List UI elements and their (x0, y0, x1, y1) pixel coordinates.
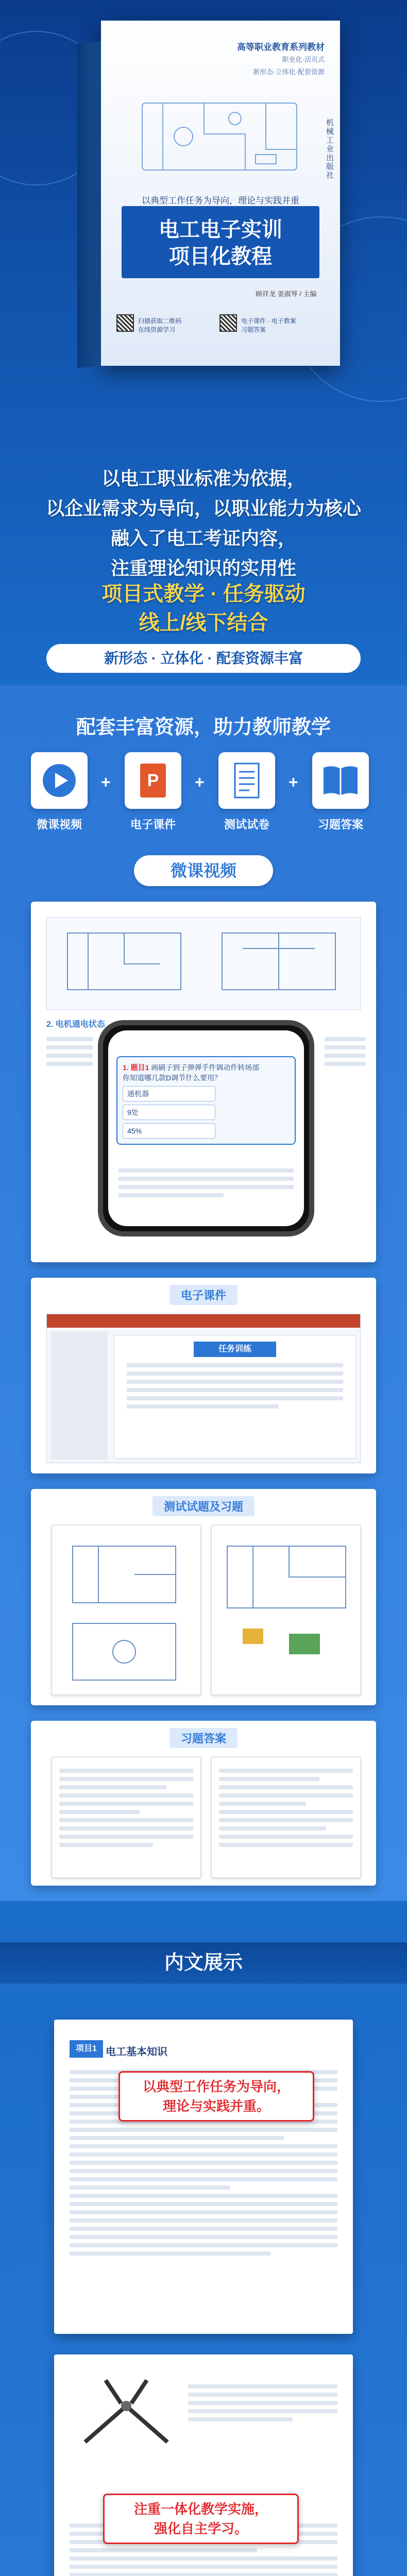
cover-publisher: 机械工业出版社 (325, 118, 334, 180)
feature-pill: 新形态 · 立体化 · 配套资源丰富 (46, 644, 361, 673)
phone-text-lines (118, 1164, 294, 1201)
ppt-window (46, 1314, 361, 1463)
feature-text: 扫描获取二维码 (138, 317, 182, 325)
resource-label: 电子课件 (130, 818, 176, 831)
book-spine (77, 41, 101, 368)
doc-text-lines (46, 1033, 93, 1070)
resource-label: 习题答案 (317, 818, 363, 831)
cover-title-box (122, 206, 319, 278)
highlight-line: 线上/线下结合 (139, 612, 268, 634)
resource-ppt (114, 752, 192, 832)
series-line: 高等职业教育系列教材 (237, 42, 325, 52)
ppt-thumbnails (51, 1332, 108, 1460)
hero-section (0, 0, 407, 685)
resource-video (21, 752, 98, 832)
test-panel (31, 1489, 376, 1705)
callout-line: 以典型工作任务为导向， (142, 2079, 290, 2094)
callout (103, 2494, 299, 2544)
doc-preview (46, 917, 361, 1010)
cover-title: 电工电子实训 (159, 218, 282, 241)
answer-text-lines (212, 1757, 360, 1858)
ppt-text-lines (114, 1363, 355, 1409)
page-task-badge: 项目1 (70, 2040, 103, 2058)
resource-icon-row (0, 752, 407, 840)
video-panel (31, 902, 376, 1262)
content-title: 内文展示 (0, 1942, 407, 1984)
cover-authors: 顾祥龙 姜淑琴 / 主编 (256, 290, 317, 298)
plus-sign: + (101, 773, 111, 791)
ppt-slide-header: 任务训练 (194, 1342, 276, 1357)
book-icon (312, 752, 369, 809)
plus-sign: + (195, 773, 205, 791)
paper-icon (218, 752, 275, 809)
plus-sign: + (289, 773, 298, 791)
question-label: 1. 题目1 (123, 1063, 149, 1072)
answer-page (52, 1757, 201, 1878)
feature-text: 电子课件 · 电子教案 (241, 317, 296, 325)
ppt-ribbon (47, 1314, 360, 1328)
callout-line: 强化自主学习。 (154, 2521, 248, 2536)
feature-text: 在线资源学习 (138, 326, 176, 333)
test-paper (52, 1525, 201, 1695)
callout (118, 2071, 314, 2122)
ppt-tag: 电子课件 (169, 1285, 238, 1305)
resource-answer (302, 752, 379, 832)
test-tag: 测试试题及习题 (152, 1496, 255, 1516)
answer-option[interactable]: 通机器 (123, 1086, 215, 1101)
book-cover (101, 21, 340, 366)
circuit-illustration (47, 918, 361, 1010)
phone-screen (108, 1030, 304, 1226)
answer-option[interactable]: 9处 (123, 1105, 215, 1120)
series-line: 新形态·立体化·配套资源 (253, 68, 325, 76)
resource-label: 微课视频 (36, 818, 82, 831)
hero-tagline (0, 464, 407, 583)
answer-panel (31, 1721, 376, 1886)
cover-subtitle: 以典型工作任务为导向，理论与实践并重 (142, 196, 299, 206)
tagline-line: 注重理论知识的实用性 (110, 557, 296, 579)
phone-mockup (98, 1020, 314, 1236)
pliers-illustration (75, 2375, 178, 2452)
qr-code-icon (219, 314, 237, 332)
page-heading: 电工基本知识 (106, 2046, 167, 2058)
resource-label: 测试试卷 (224, 818, 269, 831)
cover-feature (241, 317, 296, 334)
tagline-line: 以企业需求为导向，以职业能力为核心 (45, 498, 361, 519)
resources-title: 配套丰富资源，助力教师教学 (76, 717, 331, 738)
answer-page (211, 1757, 361, 1878)
question-card (116, 1056, 296, 1145)
page-text-lines (188, 2380, 337, 2426)
resources-section (0, 685, 407, 1901)
circuit-illustration (132, 88, 307, 185)
ppt-slide (114, 1335, 356, 1459)
doc-text-lines (325, 1033, 366, 1070)
ppt-panel (31, 1278, 376, 1473)
play-icon (31, 752, 88, 809)
answer-option[interactable]: 45% (123, 1123, 215, 1139)
callout-line: 注重一体化教学实施， (133, 2501, 268, 2517)
callout-line: 理论与实践并重。 (162, 2098, 270, 2114)
content-section (0, 1901, 407, 2576)
highlight-line: 项目式教学 · 任务驱动 (101, 583, 306, 605)
cover-series (237, 41, 325, 78)
svg-text:P: P (147, 771, 159, 790)
test-paper (211, 1525, 361, 1695)
book-cover-3d (77, 21, 340, 366)
answer-tag: 习题答案 (169, 1728, 238, 1748)
cover-title: 项目化教程 (169, 245, 272, 268)
tagline-line: 以电工职业标准为依据， (101, 468, 306, 489)
series-line: 职业化·活页式 (282, 56, 325, 63)
question-text: 画刷子到子弹弹手件调动件转场部 (151, 1063, 260, 1072)
qr-code-icon (116, 314, 134, 332)
cover-feature (138, 317, 181, 334)
resource-test (208, 752, 285, 832)
hero-highlight (0, 580, 407, 637)
feature-text: 习题答案 (241, 326, 266, 333)
ppt-icon (125, 752, 181, 809)
answer-text-lines (52, 1757, 200, 1858)
content-page (54, 2020, 353, 2334)
tagline-line: 融入了电工考证内容， (110, 528, 296, 549)
video-tag: 微课视频 (134, 855, 273, 886)
doc-section-heading: 2. 电机通电状态 (46, 1020, 105, 1029)
question-text: 你知道哪几款D调节什么要用？ (123, 1074, 222, 1082)
